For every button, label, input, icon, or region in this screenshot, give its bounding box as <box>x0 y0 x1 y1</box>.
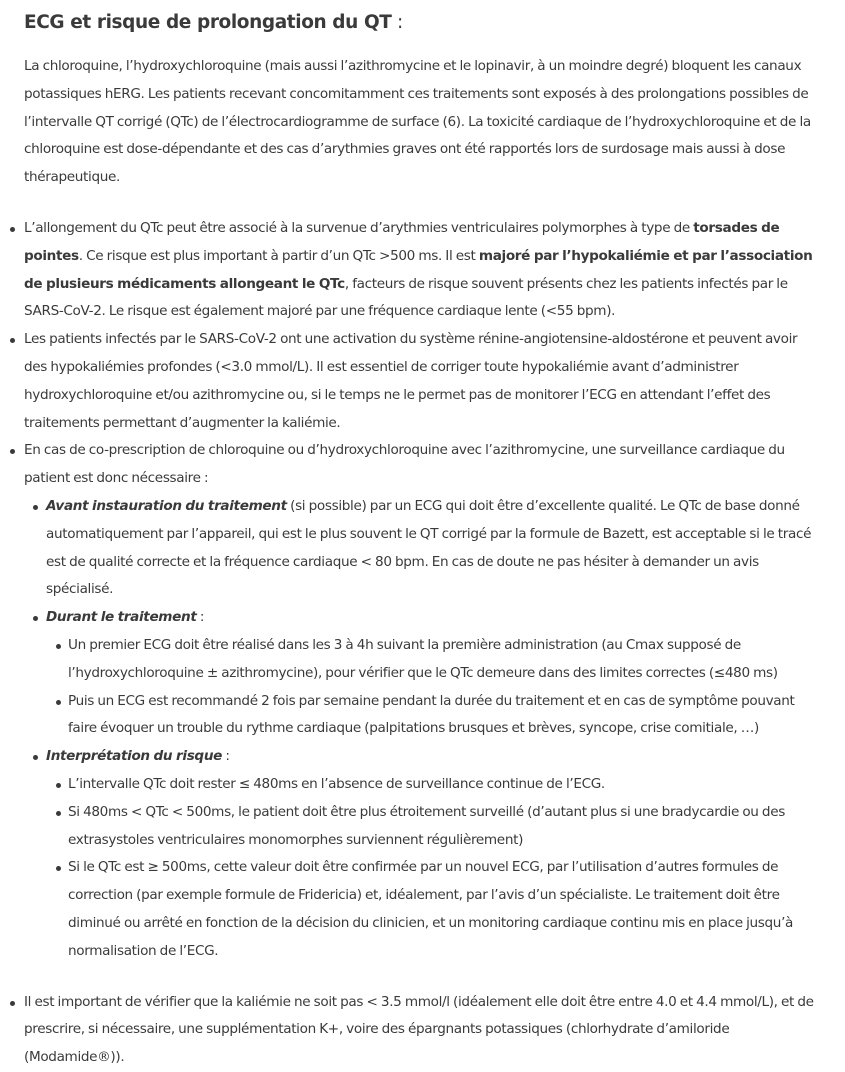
list-item: Si 480ms < QTc < 500ms, le patient doit être plus étroitement surveillé (d’autant plus si une bradycardie ou des extrasystoles ventriculaires monomorphes surviennent régulièrement) <box>68 799 815 855</box>
label-interpretation: Interprétation du risque <box>46 748 223 765</box>
list-item-co-prescription <box>24 437 815 965</box>
heading-text: ECG et risque de prolongation du QT <box>24 12 392 33</box>
sub-list-durant <box>46 632 815 743</box>
list-item-text: En cas de co-prescription de chloroquine ou d’hydroxychloroquine avec l’azithromycine, une surveillance cardiaque du patient est donc nécessaire : <box>24 442 785 487</box>
list-item-text: L’allongement du QTc peut être associé à la survenue d’arythmies ventriculaires polymorphes à type de <box>24 219 694 236</box>
sub-list-monitoring <box>24 493 815 966</box>
label-avant: Avant instauration du traitement <box>46 497 287 514</box>
sub-list-interpretation <box>46 771 815 966</box>
heading-colon: : <box>391 12 403 33</box>
intro-paragraph: La chloroquine, l’hydroxychloroquine (mais aussi l’azithromycine et le lopinavir, à un moindre degré) bloquent les canaux potassiques hERG. Les patients recevant concomitamment ces traitements sont exposés à des prolongations possibles de l’intervalle QT corrigé (QTc) de l’électrocardiogramme de surface (6). La toxicité cardiaque de l’hydroxychloroquine et de la chloroquine est dose-dépendante et des cas d’arythmies graves ont été rapportés lors de surdosage mais aussi à dose thérapeutique. <box>24 58 811 186</box>
list-item-hypokaliemia: Les patients infectés par le SARS-CoV-2 ont une activation du système rénine-angiotensine-aldostérone et peuvent avoir des hypokaliémies profondes (<3.0 mmol/L). Il est essentiel de corriger toute hypokaliémie avant d’administrer hydroxychloroquine et/ou azithromycine ou, si le temps ne le permet pas de monitorer l’ECG en attendant l’effet des traitements permettant d’augmenter la kaliémie. <box>24 326 815 437</box>
list-item-durant <box>46 604 815 743</box>
list-item-text: (si possible) par un ECG qui doit être d’excellente qualité. Le QTc de base donné automatiquement par l’appareil, qui est le plus souvent le QT corrigé par la formule de Bazett, est acceptable si le tracé est de qualité correcte et la fréquence cardiaque < 80 bpm. En cas de doute ne pas hésiter à demander un avis spécialisé. <box>46 497 812 598</box>
section-heading <box>24 8 815 38</box>
list-item: Un premier ECG doit être réalisé dans les 3 à 4h suivant la première administration (au Cmax supposé de l’hydroxychloroquine ± azithromycine), pour vérifier que le QTc demeure dans des limites correctes (≤480 ms) <box>68 632 815 688</box>
final-bullet-list <box>24 989 815 1072</box>
list-item-avant <box>46 493 815 604</box>
list-item-kaliemia-check: Il est important de vérifier que la kaliémie ne soit pas < 3.5 mmol/l (idéalement elle doit être entre 4.0 et 4.4 mmol/L), et de prescrire, si nécessaire, une supplémentation K+, voire des épargnants potassiques (chlorhydrate d’amiloride (Modamide®)). <box>24 989 815 1072</box>
spacer <box>24 966 815 989</box>
bold-torsades: torsades de pointes <box>24 219 780 264</box>
label-colon: : <box>222 748 230 765</box>
list-item: Si le QTc est ≥ 500ms, cette valeur doit être confirmée par un nouvel ECG, par l’utilisation d’autres formules de correction (par exemple formule de Fridericia) et, idéalement, par l’avis d’un spécialiste. Le traitement doit être diminué ou arrêté en fonction de la décision du clinicien, et un monitoring cardiaque continu mis en place jusqu’à normalisation de l’ECG. <box>68 854 815 965</box>
list-item-text: . Ce risque est plus important à partir d’un QTc >500 ms. Il est <box>78 247 479 264</box>
label-durant: Durant le traitement <box>46 609 197 626</box>
list-item: Puis un ECG est recommandé 2 fois par semaine pendant la durée du traitement et en cas de symptôme pouvant faire évoquer un trouble du rythme cardiaque (palpitations brusques et brèves, syncope, crise comitiale, …) <box>68 688 815 744</box>
label-colon: : <box>196 609 205 626</box>
list-item-torsades <box>24 215 815 326</box>
bold-risk-factors: majoré par l’hypokaliémie et par l’association de plusieurs médicaments allongeant le QTc <box>24 247 813 292</box>
list-item: L’intervalle QTc doit rester ≤ 480ms en l’absence de surveillance continue de l’ECG. <box>68 771 815 799</box>
list-item-text: , facteurs de risque souvent présents chez les patients infectés par le SARS-CoV-2. Le risque est également majoré par une fréquence cardiaque lente (<55 bpm). <box>24 275 788 320</box>
main-bullet-list <box>24 215 815 966</box>
list-item-interpretation <box>46 743 815 965</box>
